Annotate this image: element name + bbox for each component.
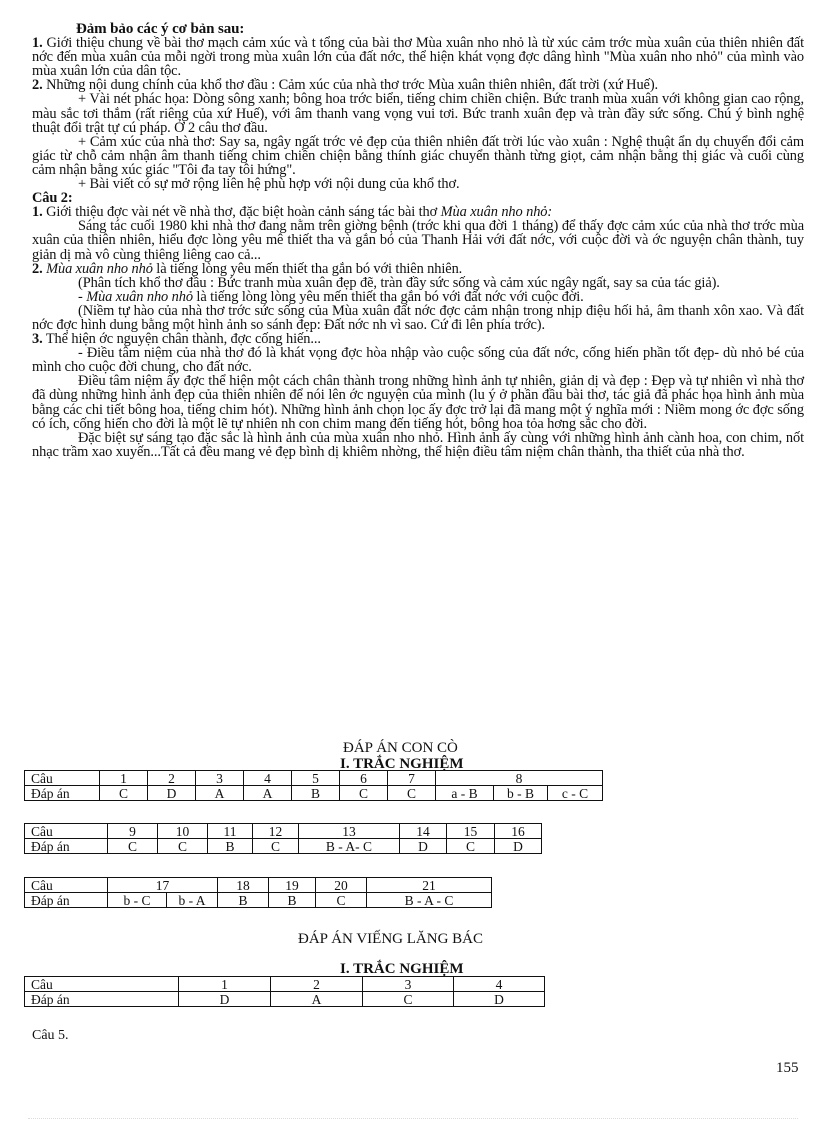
table-cell: 16 xyxy=(495,824,542,839)
answer-table-4 xyxy=(24,976,545,1007)
table-cell: C xyxy=(100,786,148,801)
table-cell: 13 xyxy=(299,824,400,839)
dash: - xyxy=(78,288,87,305)
paragraph-text: Thể hiện ớc nguyện chân thành, đợc cống hiến... xyxy=(42,331,321,348)
answer-body xyxy=(32,22,804,459)
table-cell: B - A - C xyxy=(367,893,492,908)
paragraph-phan-tich: (Phân tích khổ thơ đầu : Bức tranh mùa xuân đẹp đẽ, tràn đầy sức sống và cảm xúc ngây ngất, say sa của tác giả). xyxy=(78,274,720,291)
table-cell: B - A- C xyxy=(299,839,400,854)
table-cell: 3 xyxy=(363,977,454,992)
table-cell: A xyxy=(196,786,244,801)
answer-table-3 xyxy=(24,877,492,908)
paragraph-q1 xyxy=(32,36,804,78)
table-cell: C xyxy=(340,786,388,801)
table-cell: C xyxy=(316,893,367,908)
paragraph-dac-biet: Đặc biệt sự sáng tạo đặc sắc là hình ảnh của mùa xuân nho nhỏ. Hình ảnh ấy cùng với những hình ảnh cành hoa, con chim, nốt nhạc trầm xao xuyến...Tất cả đều mang vẻ đẹp bình dị khiêm nhờng, thể hiện điều tâm niệm chân thành, tha thiết của nhà thơ. xyxy=(32,429,804,460)
table-cell: A xyxy=(244,786,292,801)
table-row xyxy=(25,839,542,854)
paragraph-cam-xuc: + Cảm xúc của nhà thơ: Say sa, ngây ngất trớc vẻ đẹp của thiên nhiên đất trời lúc vào xuân : Nghệ thuật ẩn dụ chuyển đổi cảm giác từ chỗ cảm nhận âm thanh tiếng chim chiền chiện bằng thính giác chuyển thành từng giọt, cảm nhận bằng thị giác và cuối cùng cảm nhận bằng xúc giác "Tôi đa tay tôi hứng". xyxy=(32,133,804,178)
page-number: 155 xyxy=(776,1060,799,1076)
table-row xyxy=(25,771,603,786)
row-label: Câu xyxy=(25,977,179,992)
table-cell: C xyxy=(158,839,208,854)
table-cell: D xyxy=(148,786,196,801)
poem-title: Mùa xuân nho nhỏ xyxy=(42,260,153,277)
item-number: 2. xyxy=(32,77,43,94)
table-cell: 8 xyxy=(436,771,603,786)
answer-key-title-vieng-lang-bac: ĐÁP ÁN VIẾNG LĂNG BÁC xyxy=(298,931,484,947)
poem-title: Mùa xuân nho nhỏ xyxy=(86,288,193,305)
table-cell: b - B xyxy=(494,786,548,801)
poem-title: Mùa xuân nho nhỏ: xyxy=(440,204,553,221)
table-cell: b - A xyxy=(167,893,218,908)
paragraph-vai-net: + Vài nét phác họa: Dòng sông xanh; bông hoa trớc biển, tiếng chim chiền chiện. Bức tranh mùa xuân với không gian cao rộng, màu sắc tơi thắm (rất riêng của xứ Huế), với âm thanh vang vọng vui tơi. Bức tranh xuân đẹp và tràn đầy sức sống. Chú ý bình nghệ thuật đổi trật tự cú pháp. Ở 2 câu thơ đầu. xyxy=(32,91,804,136)
section-heading: Đảm bảo các ý cơ bản sau: xyxy=(76,21,245,37)
table-row xyxy=(25,893,492,908)
paragraph-q2 xyxy=(32,78,804,92)
question-2-heading xyxy=(32,191,804,205)
table-cell: 2 xyxy=(148,771,196,786)
table-cell: 3 xyxy=(196,771,244,786)
table-cell: D xyxy=(454,992,545,1007)
table-cell: 12 xyxy=(253,824,299,839)
table-cell: D xyxy=(400,839,447,854)
table-cell: B xyxy=(292,786,340,801)
table-cell: 21 xyxy=(367,878,492,893)
row-label: Câu xyxy=(25,771,100,786)
table-cell: D xyxy=(179,992,271,1007)
table-cell: B xyxy=(218,893,269,908)
table-cell: C xyxy=(108,839,158,854)
paragraph-bai-viet: + Bài viết có sự mở rộng liên hệ phù hợp với nội dung của khổ thơ. xyxy=(78,176,460,193)
table-cell: C xyxy=(447,839,495,854)
table-cell: 7 xyxy=(388,771,436,786)
item-number: 1. xyxy=(32,35,43,52)
table-cell: 19 xyxy=(269,878,316,893)
row-label: Đáp án xyxy=(25,839,108,854)
table-cell: 1 xyxy=(179,977,271,992)
paragraph-text: Giới thiệu chung về bài thơ mạch cảm xúc và t tổng của bài thơ Mùa xuân nho nhỏ là từ xúc cảm trớc mùa xuân của thiên nhiên đất nớc đến mùa xuân của mỗi ngời trong mùa xuân lớn của đất nớc, thể hiện khát vọng đợc dâng hình "Mùa xuân nho nhỏ" của mình vào mùa xuân lớn của dân tộc. xyxy=(32,35,804,80)
paragraph-c2-1 xyxy=(32,205,804,219)
paragraph-text: là tiếng lòng yêu mến thiết tha gắn bó với thiên nhiên. xyxy=(152,260,463,277)
next-question-label: Câu 5. xyxy=(32,1028,69,1043)
paragraph-text: Những nội dung chính của khổ thơ đầu : Cảm xúc của nhà thơ trớc Mùa xuân thiên nhiên, đất trời (xứ Huế). xyxy=(42,77,659,94)
item-number: 1. xyxy=(32,204,43,221)
item-number: 3. xyxy=(32,331,43,348)
paragraph-dieu-tam-1: - Điều tâm niệm của nhà thơ đó là khát vọng đợc hòa nhập vào cuộc sống của đất nớc, cống hiến phần tốt đẹp- dù nhỏ bé của mình cho cuộc đời chung, cho đất nớc. xyxy=(32,345,804,376)
table-cell: C xyxy=(388,786,436,801)
table-cell: 5 xyxy=(292,771,340,786)
row-label: Đáp án xyxy=(25,992,179,1007)
table-row xyxy=(25,878,492,893)
paragraph-text: Giới thiệu đợc vài nét về nhà thơ, đặc biệt hoàn cảnh sáng tác bài thơ xyxy=(42,204,441,221)
row-label: Câu xyxy=(25,878,108,893)
table-cell: C xyxy=(253,839,299,854)
paragraph-sang-tac: Sáng tác cuối 1980 khi nhà thơ đang nằm trên giờng bệnh (trớc khi qua đời 1 tháng) để thấy đợc cảm xúc của nhà thơ trớc mùa xuân của thiên nhiên, hiểu đợc lòng yêu mê thiết tha và gắn bó của Thanh Hải với đất nớc, với cuộc đời và ớc nguyện chân thành, tuy giản dị mà vô cùng thiêng liêng cao cả... xyxy=(32,218,804,263)
table-cell: 20 xyxy=(316,878,367,893)
table-cell: b - C xyxy=(108,893,167,908)
answer-table-1 xyxy=(24,770,603,801)
table-cell: 15 xyxy=(447,824,495,839)
section-title-trac-nghiem xyxy=(340,962,464,977)
table-cell: 14 xyxy=(400,824,447,839)
table-cell: 9 xyxy=(108,824,158,839)
item-number: 2. xyxy=(32,260,43,277)
table-cell: B xyxy=(208,839,253,854)
row-label: Đáp án xyxy=(25,893,108,908)
table-cell: 11 xyxy=(208,824,253,839)
paragraph-mxnn xyxy=(32,290,804,304)
table-row xyxy=(25,824,542,839)
table-cell: 10 xyxy=(158,824,208,839)
page-bottom-divider xyxy=(28,1118,798,1119)
paragraph-c2-3 xyxy=(32,332,804,346)
table-cell: 17 xyxy=(108,878,218,893)
row-label: Đáp án xyxy=(25,786,100,801)
table-cell: 18 xyxy=(218,878,269,893)
table-cell: 4 xyxy=(244,771,292,786)
table-cell: D xyxy=(495,839,542,854)
answer-key-title-con-co: ĐÁP ÁN CON CÒ xyxy=(343,740,458,756)
table-row xyxy=(25,786,603,801)
row-label: Câu xyxy=(25,824,108,839)
table-cell: 6 xyxy=(340,771,388,786)
section-title-text: I. TRẮC NGHIỆM xyxy=(340,756,464,772)
section-title-text: I. TRẮC NGHIỆM xyxy=(340,961,464,977)
table-cell: c - C xyxy=(548,786,603,801)
paragraph-c2-2 xyxy=(32,262,804,276)
paragraph-dieu-tam-2: Điều tâm niệm ấy đợc thể hiện một cách chân thành trong những hình ảnh tự nhiên, giản dị và đẹp : Đẹp và tự nhiên vì nhà thơ đã dùng những hình ảnh đẹp của thiên nhiên để nói lên ớc nguyện của mình (lu ý ở phần đầu bài thơ, tác giả đã phác họa hình ảnh mùa bằng các chi tiết bông hoa, tiếng chim hót). Những hình ảnh chọn lọc ấy đợc trở lại đã mang một ý nghĩa mới : Niềm mong ớc đợc sống có ích, cống hiến cho đời là một lẽ tự nhiên nh con chim mang đến tiếng hót, bông hoa tỏa hơng sắc cho đời. xyxy=(32,373,804,432)
table-cell: C xyxy=(363,992,454,1007)
paragraph-niem-tu-hao: (Niềm tự hào của nhà thơ trớc sức sống của Mùa xuân đất nớc đợc cảm nhận trong nhịp điệu hối hả, âm thanh xôn xao. Và đất nớc đợc hình dung bằng một hình ảnh so sánh đẹp: Đất nớc nh vì sao. Cứ đi lên phía trớc). xyxy=(32,302,804,333)
table-cell: 4 xyxy=(454,977,545,992)
question-label: Câu 2: xyxy=(32,190,73,207)
table-cell: a - B xyxy=(436,786,494,801)
table-cell: B xyxy=(269,893,316,908)
table-cell: A xyxy=(271,992,363,1007)
table-row xyxy=(25,977,545,992)
table-row xyxy=(25,992,545,1007)
answer-table-2 xyxy=(24,823,542,854)
table-cell: 2 xyxy=(271,977,363,992)
table-cell: 1 xyxy=(100,771,148,786)
paragraph-text: là tiếng lòng lòng yêu mến thiết tha gắn bó với đất nớc với cuộc đời. xyxy=(192,288,584,305)
